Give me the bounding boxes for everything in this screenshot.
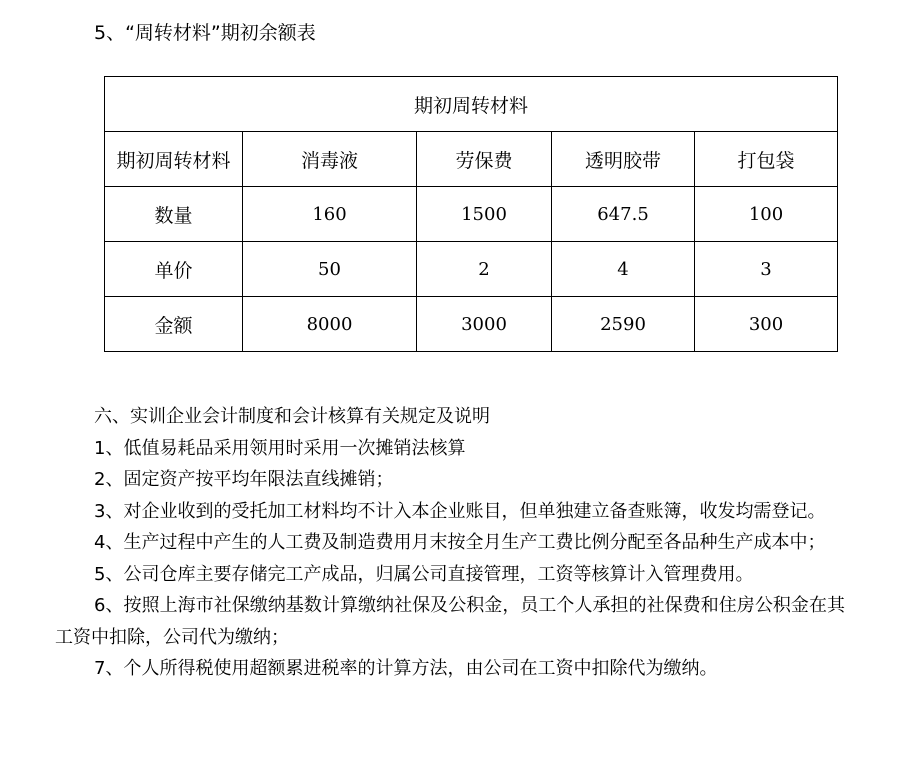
note-paragraph: 6、按照上海市社保缴纳基数计算缴纳社保及公积金，员工个人承担的社保费和住房公积金在其工资中扣除，公司代为缴纳；: [55, 595, 845, 648]
table-cell: 647.5: [552, 187, 695, 242]
note-paragraph: 7、个人所得税使用超额累进税率的计算方法，由公司在工资中扣除代为缴纳。: [94, 658, 718, 679]
table-row: [105, 242, 838, 297]
accounting-rules-notes: [55, 401, 845, 685]
opening-balance-table: [104, 76, 838, 352]
note-paragraph: 4、生产过程中产生的人工费及制造费用月末按全月生产工费比例分配至各品种生产成本中；: [94, 532, 826, 553]
table-cell: 1500: [417, 187, 552, 242]
table-cell: 100: [695, 187, 838, 242]
column-header: 打包袋: [695, 132, 838, 187]
column-header: 透明胶带: [552, 132, 695, 187]
table-cell: 3: [695, 242, 838, 297]
table-cell: 4: [552, 242, 695, 297]
column-header: 消毒液: [243, 132, 417, 187]
section-heading: 5、“周转材料”期初余额表: [94, 22, 316, 44]
note-paragraph: 3、对企业收到的受托加工材料均不计入本企业账目，但单独建立备查账簿，收发均需登记。: [94, 500, 826, 522]
column-header: 劳保费: [417, 132, 552, 187]
notes-heading: 六、实训企业会计制度和会计核算有关规定及说明: [94, 406, 490, 427]
table-caption: 期初周转材料: [105, 77, 838, 132]
note-paragraph: 5、公司仓库主要存储完工产成品，归属公司直接管理，工资等核算计入管理费用。: [94, 563, 754, 585]
row-label: 金额: [105, 297, 243, 352]
table-cell: 300: [695, 297, 838, 352]
row-label: 数量: [105, 187, 243, 242]
table-row: [105, 297, 838, 352]
table-header-row: [105, 132, 838, 187]
row-label: 单价: [105, 242, 243, 297]
table-cell: 3000: [417, 297, 552, 352]
table-cell: 160: [243, 187, 417, 242]
table-cell: 50: [243, 242, 417, 297]
table-caption-row: [105, 77, 838, 132]
table-cell: 2590: [552, 297, 695, 352]
note-paragraph: 2、固定资产按平均年限法直线摊销；: [94, 469, 394, 490]
table-row: [105, 187, 838, 242]
table-cell: 8000: [243, 297, 417, 352]
header-label: 期初周转材料: [105, 132, 243, 187]
note-paragraph: 1、低值易耗品采用领用时采用一次摊销法核算: [94, 437, 466, 459]
table-cell: 2: [417, 242, 552, 297]
